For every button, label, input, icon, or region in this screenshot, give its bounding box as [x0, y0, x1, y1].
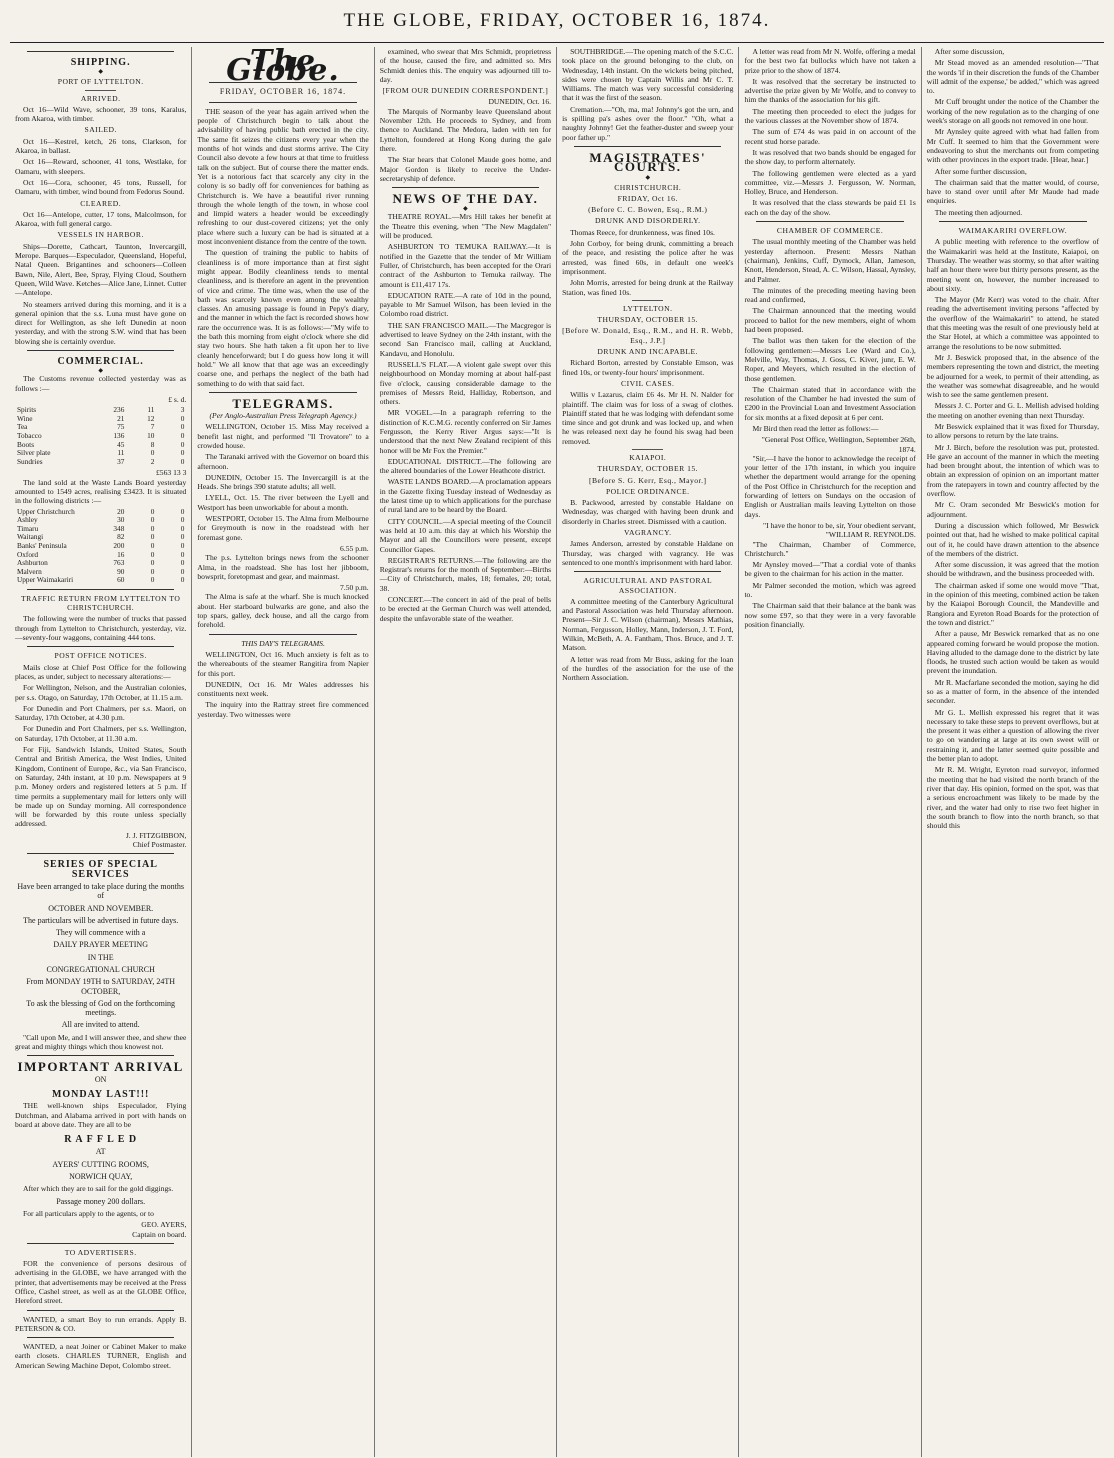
news-item: ASHBURTON TO TEMUKA RAILWAY.—It is notified in the Gazette that the tender of Mr William Fuller, of Christchurch, has been accepted for the Orari contract of the Ashburton to Temuka railway. The amount is £11,417 17s. [379, 242, 552, 289]
post-text: For Dunedin and Port Chalmers, per s.s. Maori, on Saturday, 17th October, at 4.30 p.m. [15, 703, 187, 723]
column-5 [739, 47, 921, 1457]
advertisers-heading: TO ADVERTISERS. [64, 1247, 137, 1257]
arrived-text: Oct 16—Wild Wave, schooner, 39 tons, Karalus, from Akaroa, with timber. [15, 104, 187, 124]
series-heading: SERIES OF SPECIAL SERVICES [43, 859, 158, 880]
globe-title: The Globe. [226, 47, 340, 89]
arrived-label: ARRIVED. [80, 93, 121, 103]
customs-row [15, 432, 186, 441]
divider [27, 350, 174, 351]
telegram: DUNEDIN, Oct 16. Mr Wales addresses his constituents next week. [197, 679, 369, 699]
telegram: The Taranaki arrived with the Governor on board this afternoon. [197, 452, 369, 471]
article-text: The minutes of the preceding meeting having been read and confirmed, [744, 285, 916, 305]
correspondent-label: [FROM OUR DUNEDIN CORRESPONDENT.] [382, 86, 549, 96]
land-cell: 348 [113, 523, 125, 533]
article-text: The Marquis of Normanby leave Queensland about November 12th. He proceeds to Sydney, and from thence to Auckland. The Medora, laden with ten for Lyttelton, foundered at Hong Kong during the gale there. [379, 106, 552, 153]
article-text: A committee meeting of the Canterbury Agricultural and Pastoral Association was held Thursday afternoon. Present—Sir J. C. Wilson (chairman), Messrs Mathias, Norman, Fergusson, Holley, Mann, Inderson, J. T. Ford, Wilkin, McBeth, A. A. Fantham, Thos. Bruce, and J. T. Matson. [562, 596, 734, 653]
article-text: A letter was read from Mr N. Wolfe, offering a medal for the best two fat bullocks which have not taken a prize prior to the show of 1874. [744, 47, 916, 75]
wanted-ad: WANTED, a smart Boy to run errands. Apply B. PETERSON & CO. [15, 1314, 187, 1333]
article-text: Mr Beswick explained that it was fixed for Thursday, to allow persons to return by the late trains. [926, 421, 1099, 441]
land-cell: 0 [180, 506, 185, 516]
customs-cell: 45 [117, 439, 125, 449]
editorial-paragraph: THE season of the year has again arrived when the people of Christchurch begin to talk about the advisability of having public bath erected in the city. The same fit seizes the citizens every year when the months of hot winds and dust storms arrive. The City Council also devote a few hours at that time to fruitless talk on the subject. But of course there the matter ends. Yet is a notorious fact that scarcely any city in the colony is so badly off for conveniences for bathing as Christchurch is. We have a beautiful river running through the whole length of the town, in whose cool and limpid waters a header would be exceedingly refreshing to our dust-covered citizens; yet the only place where such a luxury can be had is situated at a most inconvenient distance from the centre of the town. [197, 106, 369, 247]
court-date: THURSDAY, OCTOBER 15. [597, 315, 699, 325]
courts-heading: MAGISTRATES' COURTS. [589, 149, 707, 175]
customs-row [15, 415, 186, 424]
article-text: Mr Aynsley quite agreed with what had fallen from Mr Cuff. It seemed to him that the Government were endeavoring to shut the merchants out from competing with other provinces in the export trade. [Hear, hear.] [926, 127, 1099, 165]
divider [939, 221, 1087, 222]
customs-cell: 11 [117, 448, 125, 458]
raffle-quay: NORWICH QUAY, [69, 1172, 133, 1182]
telegram: WELLINGTON, Oct 16. Much anxiety is felt as to the whereabouts of the steamer Rangitira from Napier for this port. [197, 649, 369, 678]
post-text: For Dunedin and Port Chalmers, per s.s. Wellington, on Saturday, 17th October, at 11.30 a.m. [15, 724, 187, 743]
land-cell: 0 [150, 575, 155, 585]
divider [27, 853, 174, 854]
customs-cell: 7 [150, 422, 155, 432]
customs-cell: Tobacco [17, 430, 42, 440]
news-item: REGISTRAR'S RETURNS.—The following are the Registrar's returns for the month of September:—Births—City of Christchurch, males, 18; females, 20; total, 38. [379, 555, 552, 593]
particulars: For all particulars apply to the agents, or to [23, 1208, 154, 1218]
court-charge: DRUNK AND INCAPABLE. [597, 347, 699, 357]
series-text: CONGREGATIONAL CHURCH [46, 964, 155, 974]
masthead: THE GLOBE, FRIDAY, OCTOBER 16, 1874. [10, 0, 1104, 43]
customs-cell: 10 [147, 430, 155, 440]
customs-cell: 236 [113, 405, 125, 415]
article-text: Mr Stead moved as an amended resolution—"That the words 'if in their discretion the funds of the Chamber will admit of the expense,' be added," which was agreed to. [926, 58, 1099, 96]
customs-cell: 0 [150, 448, 155, 458]
post-text: For Fiji, Sandwich Islands, United States, South Central and British America, the West Indies, United Kingdom, Continent of Europe, &c., via San Francisco, on Saturday, 24th instant, at 10 p.m. Newspapers at 9 p.m. Money orders and registered letters at 5 p.m. If time permits a supplementary mail for letters only will be made up on Sunday morning. All correspondence will be forwarded by this route unless specially addressed. [15, 745, 187, 829]
news-item: CONCERT.—The concert in aid of the peal of bells to be erected at the German Church was well attended, despite the unfavorable state of the weather. [379, 595, 552, 623]
post-signature: J. J. FITZGIBBON, [125, 830, 187, 840]
shipping-heading: SHIPPING. [70, 57, 131, 68]
agri-heading: AGRICULTURAL AND PASTORAL ASSOCIATION. [583, 576, 713, 595]
post-signature-title: Chief Postmaster. [132, 840, 187, 850]
article-text: The chairman asked if some one would move "That, in the opinion of this meeting, combined action be taken by the Kaiapoi Borough Council, the Mandeville and Rangiora and Eyreton Road Boards for the protection of the town and district." [926, 580, 1099, 627]
article-text: Mr J. Birch, before the resolution was put, protested. He gave an account of the manner in which the meeting had been brought about, the intention of which was to obtain an expression of opinion on an important matter from the ratepayers in town and country affected by the overflow. [926, 442, 1099, 499]
article-text: The sum of £74 4s was paid in on account of the recent stud horse parade. [744, 127, 916, 146]
court-case: John Morris, arrested for being drunk at the Railway Station, was fined 10s. [562, 278, 734, 297]
court-case: Thomas Reece, for drunkenness, was fined 10s. [570, 227, 715, 237]
land-cell: Ashburton [17, 558, 48, 568]
court-place: LYTTELTON. [622, 303, 673, 313]
column-3 [375, 47, 557, 1457]
telegram-time: 6.55 p.m. [340, 543, 369, 553]
divider [209, 634, 356, 635]
telegrams-heading: TELEGRAMS. [232, 395, 334, 411]
customs-table [15, 406, 186, 466]
article-text: The Mayor (Mr Kerr) was voted to the chair. After reading the advertisement inviting persons "affected by the overflow of the Waimakariri" to attend, he stated that this meeting was the result of one previously held at the Star Hotel, at which a committee was appointed to arrange the resolutions to be now submitted. [926, 295, 1099, 351]
divider [27, 589, 174, 590]
telegram-time: 7.50 p.m. [340, 583, 369, 593]
article-text: The Chairman said that their balance at the bank was now some £97, so that they were in a very favorable position financially. [744, 601, 916, 629]
court-charge: CIVIL CASES. [621, 378, 675, 388]
divider [27, 1310, 174, 1311]
land-row [15, 508, 186, 517]
article-text: SOUTHBRIDGE.—The opening match of the S.C.C. took place on the ground belonging to the club, on Wednesday, 14th instant. On the wickets being pitched, sides were chosen by Captain Willis and Mr C. T. Williams. The match was very successful considering that it was the first of the season. [562, 47, 734, 103]
raffle-place: AYERS' CUTTING ROOMS, [52, 1159, 149, 1169]
sailed-text: Oct 16—Reward, schooner, 41 tons, Westlake, for Oamaru, with sleepers. [15, 157, 187, 176]
divider [209, 392, 356, 393]
article-text: The usual monthly meeting of the Chamber was held yesterday afternoon. Present: Messrs Nathan (chairman), Jenkins, Cuff, Dymock, Allan, Jameson, Knott, Henderson, Stead, A. C. Wilson, Hassal, Aynsley, and Palmer. [744, 237, 916, 284]
series-text: OCTOBER AND NOVEMBER. [48, 903, 154, 913]
sailed-label: SAILED. [84, 125, 117, 135]
customs-total: £563 13 3 [155, 468, 187, 478]
customs-cell: 0 [180, 448, 185, 458]
article-text: After some discussion, [934, 47, 1005, 56]
column-1 [10, 47, 192, 1457]
article-text: The chairman said that the matter would, of course, have to stand over until after Mr Maude had made enquiries. [926, 177, 1099, 206]
telegram: WELLINGTON, October 15. Miss May received a benefit last night, and performed "Il Trovatore" to a crowded house. [197, 422, 369, 450]
customs-cell: Silver plate [17, 448, 51, 458]
court-case: Willis v Lazarus, claim £6 4s. Mr H. N. Nalder for plaintiff. The claim was for loss of a swag of clothes. Plaintiff stated that he was lodging with defendant some time since and got drunk and was locked up, and when he was released next day he found his swag had been removed. [562, 390, 734, 446]
court-charge: POLICE ORDINANCE. [605, 486, 690, 496]
article-text: Mr Palmer seconded the motion, which was agreed to. [744, 580, 916, 600]
land-cell: 0 [180, 558, 185, 568]
land-table [15, 508, 186, 585]
news-item: EDUCATION RATE.—A rate of 10d in the pound, payable to Mr Samuel Wilson, has been levied in the Colombo road district. [379, 290, 552, 319]
land-cell: Malvern [17, 566, 42, 576]
land-cell: 0 [180, 575, 185, 585]
land-cell: 16 [117, 549, 125, 559]
customs-cell: 3 [180, 405, 185, 415]
news-heading: NEWS OF THE DAY. [392, 191, 539, 207]
divider [756, 221, 903, 222]
customs-row [15, 406, 186, 415]
customs-intro: The Customs revenue collected yesterday was as follows :— [15, 374, 187, 393]
article-text: The following gentlemen were elected as a yard committee, viz.—Messrs J. Fergusson, W. Norman, Holley, Bruce, and Henderson. [744, 168, 916, 197]
court-date: THURSDAY, OCTOBER 15. [597, 464, 699, 474]
article-text: Messrs J. C. Porter and G. L. Mellish advised holding the meeting on another evening than next Thursday. [926, 401, 1099, 420]
series-text: Have been arranged to take place during the months of [17, 881, 184, 901]
divider [632, 449, 663, 450]
commercial-heading: COMMERCIAL. [57, 356, 144, 368]
customs-cell: Spirits [17, 405, 37, 415]
customs-cell: 2 [150, 456, 155, 466]
article-text: The meeting then adjourned. [934, 207, 1023, 217]
article-text: The Star hears that Colonel Maude goes home, and Major Gordon is likely to receive the Under-secretaryship of defence. [379, 155, 552, 183]
raffled: R A F F L E D [64, 1134, 138, 1146]
telegrams-sub: (Per Anglo-Australian Press Telegraph Agency.) [209, 411, 357, 421]
news-item: THE SAN FRANCISCO MAIL.—The Macgregor is advertised to leave Sydney on the 24th instant, with the second San Francisco mail, calling at Auckland, Kandavu, and Honolulu. [379, 320, 552, 358]
cleared-text: Oct 16—Antelope, cutter, 17 tons, Malcolmson, for Akaroa, with full general cargo. [15, 209, 187, 229]
letter-recipient: "The Chairman, Chamber of Commerce, Christchurch." [744, 539, 916, 558]
news-item: THEATRE ROYAL.—Mrs Hill takes her benefit at the Theatre this evening, when "The New Magdalen" will be produced. [379, 212, 552, 241]
land-cell: 0 [180, 540, 185, 550]
customs-cell: 8 [150, 439, 155, 449]
divider-star: ◆ [98, 69, 103, 76]
customs-cell: 75 [117, 422, 125, 432]
article-text: Cremation.—"Oh, ma, ma! Johnny's got the urn, and is spilling pa's ashes over the floor." "Oh, what a naughty Johnny! Get the feather-duster and sweep your poor father up." [562, 104, 734, 142]
land-intro: The land sold at the Waste Lands Board yesterday amounted to 1549 acres, realising £3423. It is situated in the following districts :— [15, 477, 187, 506]
land-cell: 0 [150, 566, 155, 576]
article-text: A letter was read from Mr Buss, asking for the loan of the hurdles of the association for the use of the Northern Association. [562, 654, 734, 683]
land-cell: 0 [180, 515, 185, 525]
telegram: The Alma is safe at the wharf. She is much knocked about. Her starboard bulwarks are gone, and also the top spars, galley, deck house, and all the cargo from forehold. [197, 592, 369, 630]
land-row [15, 542, 186, 551]
waimakariri-heading: WAIMAKARIRI OVERFLOW. [958, 226, 1068, 236]
news-item: CITY COUNCIL.—A special meeting of the Council was held at 10 a.m. this day at which his Worship the Mayor and all the Councillors were present, except Councillor Gapes. [379, 516, 552, 554]
series-text: The particulars will be advertised in future days. [23, 915, 179, 925]
telegram: WESTPORT, October 15. The Alma from Melbourne for Greymouth is now in the roadstead with her foremast gone. [197, 514, 369, 542]
correspondent-place: DUNEDIN, Oct. 16. [488, 97, 552, 107]
customs-cell: 11 [147, 405, 155, 415]
news-item: EDUCATIONAL DISTRICT.—The following are the altered boundaries of the Lower Heathcote district. [379, 456, 552, 476]
land-cell: 763 [113, 558, 125, 568]
post-text: Mails close at Chief Post Office for the following places, as under, subject to necessary alterations:— [15, 662, 187, 681]
letter-signature: "I have the honor to be, sir, Your obedient servant, "WILLIAM R. REYNOLDS. [763, 520, 916, 540]
land-cell: 0 [180, 532, 185, 542]
news-item: RUSSELL'S FLAT.—A violent gale swept over this neighbourhood on Monday morning at about half-past five o'clock, causing considerable damage to the premises of Messrs Reid, Halliday, Robertson, and others. [379, 359, 552, 407]
letter-heading: "General Post Office, Wellington, September 26th, 1874. [761, 435, 916, 454]
court-before: [Before W. Donald, Esq., R.M., and H. R. Webb, Esq., J.P.] [562, 326, 734, 345]
court-date: FRIDAY, Oct 16. [617, 193, 678, 203]
customs-cell: Wine [17, 413, 33, 423]
divider [574, 571, 721, 572]
divider [27, 1243, 174, 1244]
steamers-text: No steamers arrived during this morning, and it is a general opinion that the s.s. Luna must have gone on direct for Wellington, as she left Dunedin at noon yesterday, and with the strong S.W. wind that has been blowing she is certainly overdue. [15, 299, 187, 346]
court-case: John Corboy, for being drunk, committing a breach of the peace, and resisting the police after he was arrested, was fined 60s, in default one week's imprisonment. [562, 239, 734, 276]
todays-telegrams-heading: THIS DAY'S TELEGRAMS. [241, 638, 325, 648]
customs-cell: 0 [180, 456, 185, 466]
vessels-text: Ships—Dorette, Cathcart, Taunton, Invercargill, Merope. Barques—Especulador, Queensland, Hopeful, Natal Queen. Brigantines and schooners—Colleen Bawn, Nile, Alert, Bee, Spray, Flying Cloud, Southern Queen, Wild Wave. Ketches—Alice Jane, Linnet. Cutter—Antelope. [15, 241, 187, 298]
land-cell: 0 [180, 523, 185, 533]
land-cell: 90 [117, 566, 125, 576]
divider [574, 146, 721, 147]
article-text: The Chairman announced that the meeting would proceed to ballot for the new members, eight of whom had been proposed. [744, 306, 916, 335]
land-cell: 0 [150, 540, 155, 550]
land-cell: Ashley [17, 515, 38, 525]
customs-cell: 0 [180, 439, 185, 449]
wanted-ad: WANTED, a neat Joiner or Cabinet Maker to make earth closets. CHARLES TURNER, English and American Sewing Machine Depot, Colombo street. [15, 1342, 187, 1370]
series-text: They will commence with a [56, 928, 146, 938]
arrival-on: ON [94, 1074, 107, 1084]
telegram: The inquiry into the Rattray street fire commenced yesterday. Two witnesses were [197, 700, 369, 719]
customs-cell: 37 [117, 456, 125, 466]
telegram: DUNEDIN, October 15. The Invercargill is at the Heads. She brings 390 statute adults; all well. [197, 472, 369, 492]
customs-cell: Boots [17, 439, 35, 449]
court-case: Richard Borton, arrested by Constable Emson, was fined 10s, or twenty-four hours' imprisonment. [562, 358, 734, 377]
article-text: Mr Bird then read the letter as follows:— [752, 423, 879, 433]
advertisers-text: FOR the convenience of persons desirous of advertising in the GLOBE, we have arranged with the printer, that advertisements may be received at the Press Office, Cashel street, as well as at the GLOBE Office, Hereford street. [15, 1259, 187, 1306]
news-item: MR VOGEL.—In a paragraph referring to the distinction of K.C.M.G. recently conferred on Sir James Fergusson, the Kerry River Argus says:—"It is understood that the next New Zealand recipient of this honor will be Mr Fox the Premier." [379, 408, 552, 455]
land-cell: 82 [117, 532, 125, 542]
agent-title: Captain on board. [132, 1229, 187, 1239]
dateline: FRIDAY, OCTOBER 16, 1874. [219, 86, 347, 96]
article-text: It was resolved that the secretary be instructed to advertise the prize given by Mr Wolfe, and to convey to him the thanks of the association for his gift. [744, 76, 916, 105]
land-cell: 0 [180, 566, 185, 576]
column-2 [192, 47, 374, 1457]
divider [27, 51, 174, 52]
land-cell: 0 [150, 506, 155, 516]
column-4 [557, 47, 739, 1457]
divider-star: ◆ [463, 206, 468, 213]
customs-header: £ s. d. [168, 394, 187, 404]
land-cell: 0 [150, 558, 155, 568]
customs-cell: 12 [147, 413, 155, 423]
divider [392, 187, 539, 188]
article-text: Mr R. M. Wright, Eyreton road surveyor, informed the meeting that he had visited the north branch of the river that day. His opinion, formed on the spot, was that a serious encroachment was likely to be made by the river, and the water had only to rise two feet higher in the south branch to flow into the north branch, so that should this [926, 765, 1099, 831]
news-item: WASTE LANDS BOARD.—A proclamation appears in the Gazette fixing Tuesday instead of Wednesday as the latest time up to which applications for the purchase of rural land are to be heard by the Board. [379, 477, 552, 515]
article-text: It was resolved that two bands should be engaged for the show day, to perform alternately. [744, 147, 916, 167]
series-text: "Call upon Me, and I will answer thee, and shew thee great and mighty things which thou knowest not. [15, 1032, 187, 1052]
customs-cell: Tea [17, 422, 28, 432]
customs-cell: 0 [180, 430, 185, 440]
land-cell: 30 [117, 515, 125, 525]
divider [27, 646, 174, 647]
arrival-day: MONDAY LAST!!! [51, 1088, 150, 1100]
land-cell: 0 [150, 549, 155, 559]
article-text: It was resolved that the class stewards be paid £1 1s each on the day of the show. [744, 198, 916, 217]
article-text: The ballot was then taken for the election of the following gentlemen:—Messrs Lee (Ward and Co.), Melville, Way, Thomas, J. Goss, C. Kiver, junr, E. W. Roper, and Meyers, which resulted in the election of those gentlemen. [744, 336, 916, 383]
land-cell: Upper Christchurch [17, 506, 75, 516]
court-charge: VAGRANCY. [624, 528, 672, 538]
article-text: The meeting then proceeded to elect the judges for the various classes at the November show of 1874. [744, 106, 916, 126]
land-cell: 0 [150, 515, 155, 525]
article-text: A public meeting with reference to the overflow of the Waimakariri was held at the Institute, Kaiapoi, on Thursday. The weather was stormy, so that after waiting half an hour there were but thirty persons present, as the meeting went on, however, the number increased to about sixty. [926, 237, 1099, 293]
series-text: All are invited to attend. [61, 1020, 140, 1030]
article-text: Mr G. L. Mellish expressed his regret that it was necessary to take these steps to prevent overflows, but at the present it was either a question of allowing the river to go on wandering at large at its own sweet will or restraining it, and the latter seemed quite possible and the better plan to adopt. [926, 707, 1099, 764]
divider-star: ◆ [98, 368, 103, 375]
article-text: Mr R. Macfarlane seconded the motion, saying he did so as a matter of form, in the absence of the intended seconder. [926, 677, 1099, 706]
land-row [15, 576, 186, 585]
post-heading: POST OFFICE NOTICES. [54, 651, 147, 661]
article-text: Mr Cuff brought under the notice of the Chamber the working of the new regulation as to the charging of one week's storage on all goods not removed in one hour. [926, 97, 1099, 126]
customs-cell: 21 [117, 413, 125, 423]
court-charge: DRUNK AND DISORDERLY. [594, 216, 701, 226]
article-text: Mr C. Oram seconded Mr Beswick's motion for adjournment. [926, 500, 1099, 519]
series-text: From MONDAY 19TH to SATURDAY, 24TH OCTOBER, [26, 977, 176, 996]
divider [27, 1337, 174, 1338]
court-case: B. Packwood, arrested by constable Haldane on Wednesday, was charged with having been drunk and disorderly in Charles street. Dismissed with a caution. [562, 498, 734, 526]
divider-star: ◆ [645, 174, 651, 181]
arrival-heading: IMPORTANT ARRIVAL [17, 1059, 184, 1075]
telegram: The p.s. Lyttelton brings news from the schooner Alma, in the roadstead. She has lost her jibboom, bowsprit, foretopmast and gear, and mainmast. [197, 553, 369, 581]
land-cell: Timaru [17, 523, 39, 533]
editorial-paragraph: The question of training the public to habits of cleanliness is of more importance than at first sight might appear. Bodily cleanliness tends to mental cleanliness, and is therefore an agent in the prevention of vice and crime. The time was, when the use of the bath was scarcely known even among the wealthy classes. An amusing passage is found in Pepy's diary, and the manner in which the fact is recorded shows how rare the occurrence was. It is as follows:—"My wife to the bath this morning from eight o'clock where she did stay two hours. She hath taken a fit upon her to live cleanly henceforward; but I do guess how long it will hold." We all know that that age was an exceedingly coarse one, and perhaps the neglect of the bath had something to do with that said fact. [197, 248, 369, 388]
land-cell: Upper Waimakariri [17, 575, 74, 585]
divider [209, 102, 356, 103]
columns [10, 47, 1104, 1457]
arrival-text: THE well-known ships Especulador, Flying Dutchman, and Alabama arrived in port with hands on board at above date. They are all to be [15, 1101, 187, 1129]
land-cell: Oxford [17, 549, 39, 559]
agent: GEO. AYERS, [141, 1220, 187, 1230]
divider [27, 1055, 174, 1056]
article-text: After some discussion, it was agreed that the motion should be withdrawn, and the business proceeded with. [926, 560, 1099, 579]
land-cell: 20 [117, 506, 125, 516]
column-6 [922, 47, 1104, 1457]
port-heading: PORT OF LYTTELTON. [57, 77, 144, 87]
land-cell: Banks' Peninsula [17, 540, 67, 550]
telegram: LYELL, Oct. 15. The river between the Lyell and Westport has been unworkable for about a month. [197, 493, 369, 512]
raffle-at: AT [95, 1147, 106, 1157]
article-text: Mr J. Beswick proposed that, in the absence of the members representing the town and district, the meeting be adjourned for a week, to permit of their attending, as the weather was somewhat disagreeable, and he would wish to see the same gentlemen present. [926, 352, 1099, 400]
customs-cell: 0 [180, 413, 185, 423]
post-text: For Wellington, Nelson, and the Australian colonies, per s.s. Otago, on Saturday, 17th October, at 11.15 a.m. [15, 683, 187, 702]
land-cell: 60 [117, 575, 125, 585]
land-cell: 0 [180, 549, 185, 559]
sailed-text: Oct 16—Kestrel, ketch, 26 tons, Clarkson, for Akaroa, in ballast. [15, 136, 187, 156]
divider [632, 300, 663, 301]
customs-row [15, 458, 186, 467]
sailed-text: Oct 16—Cora, schooner, 45 tons, Russell, for Oamaru, with timber, wind bound from Fedorus Sound. [15, 177, 187, 197]
article-text: examined, who swear that Mrs Schmidt, proprietress of the house, caused the fire, and admitted so. Mrs Schmidt denies this. The enquiry was adjourned till to-day. [379, 47, 552, 84]
land-cell: Waitangi [17, 532, 44, 542]
traffic-heading: TRAFFIC RETURN FROM LYTTELTON TO CHRISTCHURCH. [21, 593, 181, 613]
article-text: After some further discussion, [934, 166, 1027, 176]
customs-cell: Sundries [17, 456, 43, 466]
chamber-heading: CHAMBER OF COMMERCE. [776, 226, 884, 236]
land-row [15, 516, 186, 525]
article-text: The Chairman stated that in accordance with the resolution of the Chamber he had invested the sum of £200 in the Provincial Loan and Investment Association for six months at a fixed deposit at 6 per cent. [744, 384, 916, 422]
cleared-label: CLEARED. [80, 198, 122, 208]
article-text: After a pause, Mr Beswick remarked that as no one appeared coming forward he would propose the motion. Having alluded to the damage done to the district by late floods, he trusted such action would be taken as would prevent the inundation. [926, 629, 1099, 676]
series-text: To ask the blessing of God on the forthcoming meetings. [26, 998, 176, 1018]
traffic-text: The following were the number of trucks that passed through from Lyttelton to Christchurch, yesterday, viz.—seventy-four waggons, containing 444 tons. [15, 614, 187, 643]
article-text: During a discussion which followed, Mr Beswick pointed out that, had he wished to make political capital out of it, he could have drawn attention to the absence of the members of the district. [926, 520, 1099, 558]
series-text: IN THE [87, 952, 114, 962]
court-before: (Before C. C. Bowen, Esq., R.M.) [588, 205, 708, 215]
customs-cell: 0 [180, 422, 185, 432]
court-before: [Before S. G. Kerr, Esq., Mayor.] [588, 475, 707, 485]
passage: Passage money 200 dollars. [56, 1196, 146, 1206]
series-text: DAILY PRAYER MEETING [53, 940, 148, 950]
customs-cell: 136 [113, 430, 125, 440]
raffle-text: After which they are to sail for the gold diggings. [23, 1184, 174, 1194]
court-case: James Anderson, arrested by constable Haldane on Thursday, was charged with vagrancy. He was sentenced to one month's imprisonment with hard labor. [562, 539, 734, 567]
vessels-label: VESSELS IN HARBOR. [57, 230, 144, 240]
land-cell: 200 [113, 540, 125, 550]
court-place: KAIAPOI. [629, 452, 667, 462]
land-cell: 0 [150, 532, 155, 542]
court-place: CHRISTCHURCH. [614, 182, 682, 192]
divider [85, 90, 116, 91]
letter-text: "Sir,—I have the honor to acknowledge the receipt of your letter of the 17th instant, in which you inquire whether the department would arrange for the opening of the Post Office in Christchurch for the reception and forwarding of letters on Sundays on the occasion of English or Australian mails leaving Lyttelton on those days. [744, 453, 916, 519]
article-text: Mr Aynsley moved—"That a cordial vote of thanks be given to the chairman for his action in the matter. [744, 560, 916, 579]
land-cell: 0 [150, 523, 155, 533]
